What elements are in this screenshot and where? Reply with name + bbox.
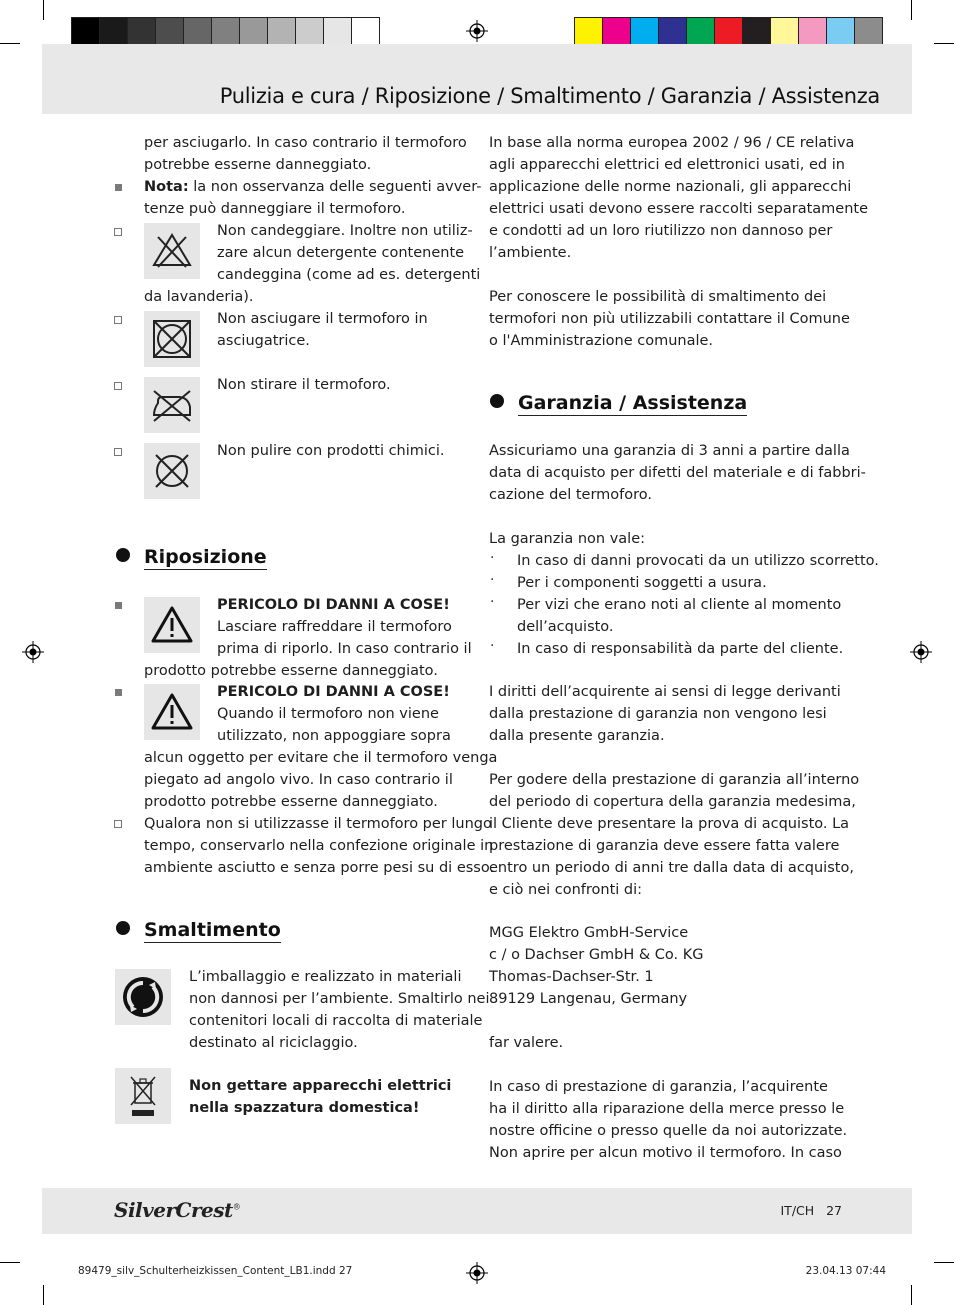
bullet-open-square [114, 228, 122, 236]
cmyk-color-bar [575, 17, 883, 47]
weee-text [189, 1097, 419, 1119]
warranty-text: Assicuriamo una garanzia di 3 anni a partire dalla [489, 443, 850, 459]
recycling-green-dot-icon [115, 969, 171, 1025]
heading-text: Smaltimento [144, 919, 281, 941]
bullet-open-square [114, 382, 122, 390]
bullet-open-square [114, 820, 122, 828]
warranty-text: e ciò nei confronti di: [489, 882, 643, 898]
warning-text: prima di riporlo. In caso contrario il [217, 641, 472, 657]
warning-text: piegato ad angolo vivo. In caso contrario il [144, 772, 453, 788]
iron-text: Non stirare il termoforo. [217, 377, 391, 393]
warning-triangle-icon [144, 597, 200, 653]
exclusion-item: dell’acquisto. [517, 619, 614, 635]
list-dash: · [490, 550, 495, 566]
color-swatch [602, 17, 631, 47]
nota-label: Nota: [144, 179, 189, 195]
page-number-value: 27 [826, 1203, 842, 1218]
color-swatch [574, 17, 603, 47]
heading-text: Riposizione [144, 546, 267, 568]
no-tumble-dry-icon [144, 311, 200, 367]
no-dry-clean-icon [144, 443, 200, 499]
bullet-square [115, 689, 122, 696]
disposal-text: e condotti ad un loro riutilizzo non dannoso per [489, 223, 833, 239]
warning-title-text: PERICOLO DI DANNI A COSE! [217, 684, 450, 700]
bullet-square [115, 602, 122, 609]
weee-text [189, 1075, 451, 1097]
no-iron-icon [144, 377, 200, 433]
warranty-text: In caso di prestazione di garanzia, l’acquirente [489, 1079, 828, 1095]
color-swatch [99, 17, 128, 47]
color-swatch [630, 17, 659, 47]
warning-title-text: PERICOLO DI DANNI A COSE! [217, 597, 450, 613]
color-swatch [71, 17, 100, 47]
service-address-line: 89129 Langenau, Germany [489, 991, 688, 1007]
registration-mark-icon [466, 1262, 488, 1284]
warning-text: prodotto potrebbe esserne danneggiato. [144, 794, 438, 810]
weee-crossed-bin-icon [115, 1068, 171, 1124]
heading-bullet [116, 548, 130, 562]
storage-text: tempo, conservarlo nella confezione originale in [144, 838, 494, 854]
bullet-open-square [114, 316, 122, 324]
warranty-text: far valere. [489, 1035, 564, 1051]
page-label: IT/CH [780, 1203, 815, 1218]
list-dash: · [490, 572, 495, 588]
crop-mark [911, 1285, 912, 1305]
registered-mark: ® [232, 1202, 241, 1212]
dryer-text: asciugatrice. [217, 333, 310, 349]
color-swatch [714, 17, 743, 47]
registration-mark-icon [910, 641, 932, 663]
disposal-text: agli apparecchi elettrici ed elettronici usati, ed in [489, 157, 845, 173]
bleach-text: da lavanderia). [144, 289, 254, 305]
color-swatch [323, 17, 352, 47]
disposal-text: o l'Amministrazione comunale. [489, 333, 714, 349]
warranty-text: La garanzia non vale: [489, 531, 645, 547]
warranty-text: Per godere della prestazione di garanzia all’interno [489, 772, 860, 788]
warning-text: prodotto potrebbe esserne danneggiato. [144, 663, 438, 679]
heading-text: Garanzia / Assistenza [518, 392, 748, 414]
bleach-text: Non candeggiare. Inoltre non utiliz- [217, 223, 473, 239]
color-swatch [686, 17, 715, 47]
grayscale-color-bar [72, 17, 380, 47]
nota-line: tenze può danneggiare il termoforo. [144, 201, 406, 217]
color-swatch [742, 17, 771, 47]
color-swatch [239, 17, 268, 47]
bleach-text: zare alcun detergente contenente [217, 245, 465, 261]
warranty-text: il Cliente deve presentare la prova di acquisto. La [489, 816, 850, 832]
warranty-text: ha il diritto alla riparazione della merce presso le [489, 1101, 845, 1117]
service-address-line: Thomas-Dachser-Str. 1 [489, 969, 654, 985]
exclusion-item: Per vizi che erano noti al cliente al momento [517, 597, 842, 613]
list-dash: · [490, 638, 495, 654]
warranty-text: dalla presente garanzia. [489, 728, 665, 744]
warranty-text: dalla prestazione di garanzia non vengono lesi [489, 706, 827, 722]
warning-text: utilizzato, non appoggiare sopra [217, 728, 451, 744]
service-address-line: c / o Dachser GmbH & Co. KG [489, 947, 704, 963]
disposal-text: Per conoscere le possibilità di smaltimento dei [489, 289, 827, 305]
storage-text: Qualora non si utilizzasse il termoforo per lungo [144, 816, 492, 832]
color-swatch [183, 17, 212, 47]
warning-triangle-icon [144, 684, 200, 740]
section-heading-garanzia [490, 392, 747, 414]
service-address-line: MGG Elektro GmbH-Service [489, 925, 689, 941]
storage-text: ambiente asciutto e senza porre pesi su di esso. [144, 860, 495, 876]
disposal-text: l’ambiente. [489, 245, 572, 261]
warning-title [217, 594, 450, 616]
warranty-text: I diritti dell’acquirente ai sensi di legge derivanti [489, 684, 841, 700]
crop-mark [43, 0, 44, 20]
nota-line [144, 176, 482, 198]
warning-text: Quando il termoforo non viene [217, 706, 439, 722]
exclusion-item: In caso di danni provocati da un utilizzo scorretto. [517, 553, 879, 569]
section-heading-riposizione [116, 546, 267, 568]
heading-bullet [116, 921, 130, 935]
crop-mark [0, 43, 20, 44]
bleach-text: candeggina (come ad es. detergenti [217, 267, 481, 283]
crop-mark [43, 1285, 44, 1305]
color-swatch [658, 17, 687, 47]
warranty-text: Non aprire per alcun motivo il termoforo. In caso [489, 1145, 842, 1161]
color-swatch [295, 17, 324, 47]
warning-title [217, 681, 450, 703]
color-swatch [127, 17, 156, 47]
page-number [781, 1203, 843, 1218]
packaging-text: contenitori locali di raccolta di materiale [189, 1013, 483, 1029]
packaging-text: L’imballaggio e realizzato in materiali [189, 969, 462, 985]
brand-logo [114, 1198, 240, 1222]
page-title: Pulizia e cura / Riposizione / Smaltimento / Garanzia / Assistenza [219, 84, 880, 108]
color-swatch [854, 17, 883, 47]
intro-line: potrebbe esserne danneggiato. [144, 157, 372, 173]
warning-text: alcun oggetto per evitare che il termoforo venga [144, 750, 498, 766]
weee-bold-text: nella spazzatura domestica! [189, 1100, 420, 1116]
packaging-text: destinato al riciclaggio. [189, 1035, 358, 1051]
dryer-text: Non asciugare il termoforo in [217, 311, 428, 327]
bullet-open-square [114, 448, 122, 456]
warranty-text: cazione del termoforo. [489, 487, 653, 503]
crop-mark [911, 0, 912, 20]
color-swatch [770, 17, 799, 47]
warranty-text: nostre officine o presso quelle da noi autorizzate. [489, 1123, 848, 1139]
warranty-text: data di acquisto per difetti del materiale e di fabbri- [489, 465, 866, 481]
weee-bold-text: Non gettare apparecchi elettrici [189, 1078, 452, 1094]
bullet-square [115, 184, 122, 191]
exclusion-item: Per i componenti soggetti a usura. [517, 575, 767, 591]
section-heading-smaltimento [116, 919, 281, 941]
brand-name: SilverCrest [114, 1198, 233, 1222]
color-swatch [211, 17, 240, 47]
registration-mark-icon [22, 641, 44, 663]
intro-line: per asciugarlo. In caso contrario il termoforo [144, 135, 467, 151]
slug-date-info: 23.04.13 07:44 [805, 1265, 886, 1277]
color-swatch [798, 17, 827, 47]
color-swatch [826, 17, 855, 47]
color-swatch [351, 17, 380, 47]
disposal-text: In base alla norma europea 2002 / 96 / CE relativa [489, 135, 855, 151]
list-dash: · [490, 594, 495, 610]
crop-mark [934, 43, 954, 44]
disposal-text: termofori non più utilizzabili contattare il Comune [489, 311, 850, 327]
warranty-text: del periodo di copertura della garanzia medesima, [489, 794, 856, 810]
no-bleach-icon [144, 223, 200, 279]
nota-text: la non osservanza delle seguenti avver- [188, 179, 482, 195]
warranty-text: entro un periodo di anni tre dalla data di acquisto, [489, 860, 854, 876]
crop-mark [934, 1262, 954, 1263]
disposal-text: elettrici usati devono essere raccolti separatamente [489, 201, 869, 217]
color-swatch [155, 17, 184, 47]
slug-file-info: 89479_silv_Schulterheizkissen_Content_LB1.indd 27 [78, 1265, 353, 1277]
exclusion-item: In caso di responsabilità da parte del cliente. [517, 641, 844, 657]
chemical-text: Non pulire con prodotti chimici. [217, 443, 445, 459]
disposal-text: applicazione delle norme nazionali, gli apparecchi [489, 179, 852, 195]
packaging-text: non dannosi per l’ambiente. Smaltirlo nei [189, 991, 490, 1007]
heading-bullet [490, 394, 504, 408]
color-swatch [267, 17, 296, 47]
warning-text: Lasciare raffreddare il termoforo [217, 619, 452, 635]
crop-mark [0, 1262, 20, 1263]
registration-mark-icon [466, 20, 488, 42]
warranty-text: prestazione di garanzia deve essere fatta valere [489, 838, 840, 854]
